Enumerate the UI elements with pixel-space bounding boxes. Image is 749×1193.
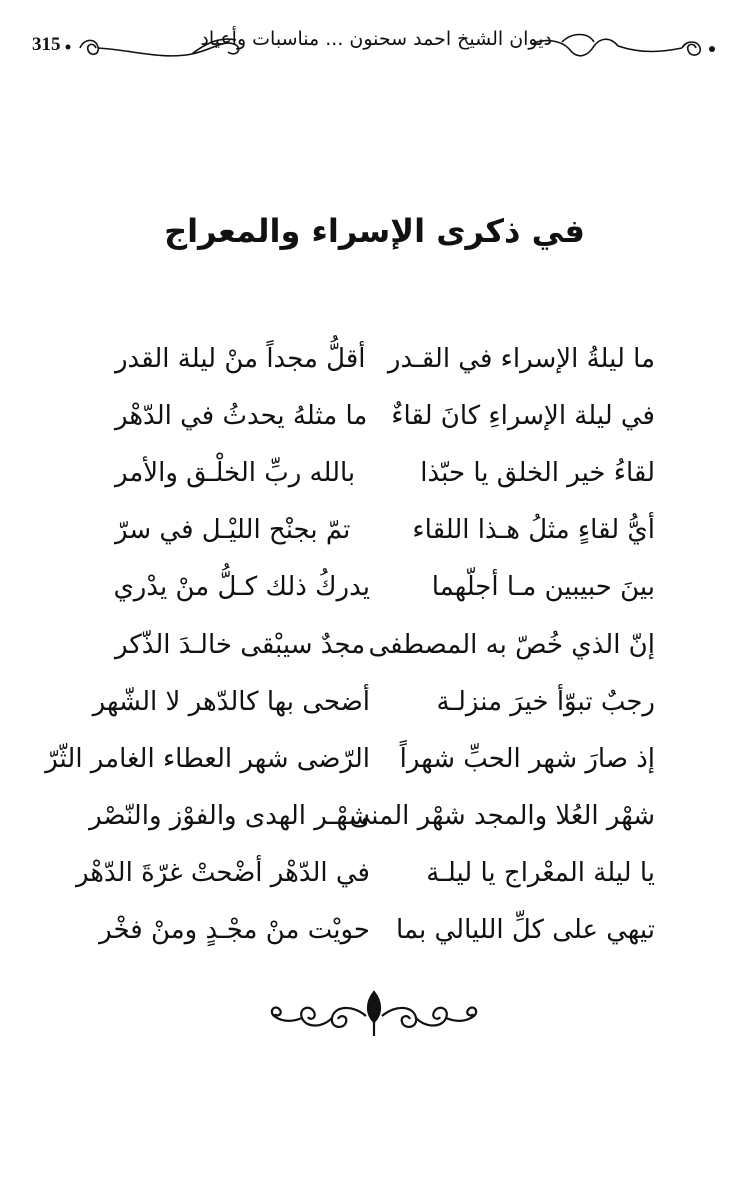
verse-second-hemistich: أقلُّ مجداً منْ ليلة القدر xyxy=(115,343,366,374)
verse-second-hemistich: بالله ربِّ الخلْـق والأمر xyxy=(115,457,356,488)
verse-first-hemistich: إذ صارَ شهر الحبِّ شهراً xyxy=(399,743,655,774)
verse-2 xyxy=(115,387,655,444)
verse-11 xyxy=(99,902,655,959)
verse-second-hemistich: مجدٌ سيبْقى خالـدَ الذّكر xyxy=(115,629,366,660)
verse-first-hemistich: يا ليلة المعْراج يا ليلـة xyxy=(426,858,655,889)
verse-second-hemistich: في الدّهْر أضْحتْ غرّةَ الدّهْر xyxy=(75,858,370,889)
verse-10 xyxy=(75,845,655,902)
verse-9 xyxy=(89,788,655,845)
verse-first-hemistich: تيهي على كلِّ الليالي بما xyxy=(396,915,655,946)
verse-second-hemistich: يدركُ ذلك كـلُّ منْ يدْري xyxy=(113,572,370,603)
verse-6 xyxy=(115,616,655,673)
verse-second-hemistich: أضحى بها كالدّهر لا الشّهر xyxy=(92,686,370,717)
verse-first-hemistich: بينَ حبيبين مـا أجلّهما xyxy=(431,572,655,603)
verse-3 xyxy=(115,444,655,501)
page-header xyxy=(22,20,727,76)
verse-1 xyxy=(115,330,655,387)
verse-8 xyxy=(45,730,655,787)
end-ornament-icon xyxy=(262,988,486,1044)
verse-second-hemistich: الرّضى شهر العطاء الغامر الثّرّ xyxy=(45,743,370,774)
verse-first-hemistich: رجبٌ تبوّأ خيرَ منزلـة xyxy=(436,686,655,717)
verse-second-hemistich: تمّ بجنْح الليْـل في سرّ xyxy=(115,515,351,546)
verse-second-hemistich: شهْـر الهدى والفوْز والنّصْر xyxy=(89,801,370,832)
verse-first-hemistich: إنّ الذي خُصّ به المصطفى xyxy=(368,629,655,660)
running-head: ديوان الشيخ احمد سحنون ... مناسبات وأعياد xyxy=(200,28,552,50)
verse-first-hemistich: ما ليلةُ الإسراء في القـدر xyxy=(387,343,655,374)
poem-title: في ذكرى الإسراء والمعراج xyxy=(164,212,585,250)
verse-first-hemistich: لقاءُ خير الخلق يا حبّذا xyxy=(420,457,655,488)
verse-4 xyxy=(115,502,655,559)
page-number: 315 xyxy=(32,34,61,55)
verse-second-hemistich: ما مثلهُ يحدثُ في الدّهْر xyxy=(115,400,368,431)
verse-first-hemistich: شهْر العُلا والمجد شهْر المنى xyxy=(349,801,655,832)
verse-first-hemistich: أيُّ لقاءٍ مثلُ هـذا اللقاء xyxy=(412,515,655,546)
verse-7 xyxy=(92,673,655,730)
verse-first-hemistich: في ليلة الإسراءِ كانَ لقاءٌ xyxy=(391,400,655,431)
verse-second-hemistich: حويْت منْ مجْـدٍ ومنْ فخْر xyxy=(99,915,370,946)
poem-body xyxy=(45,330,655,959)
verse-5 xyxy=(115,559,655,616)
